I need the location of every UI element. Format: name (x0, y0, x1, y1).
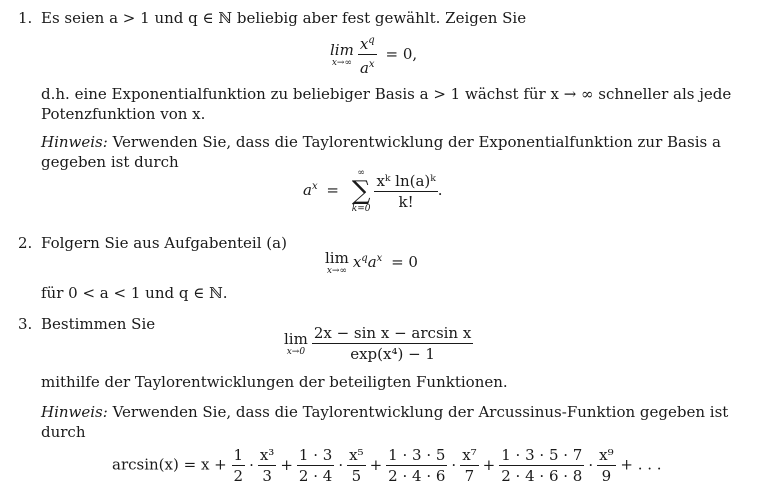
series-plus: + (369, 455, 383, 474)
fraction-numerator: 2x − sin x − arcsin x (313, 324, 472, 342)
item-2-tail: für 0 < a < 1 und q ∈ ℕ. (41, 284, 228, 302)
limit-base-x: x (352, 253, 362, 271)
item-3-hint-line-2: durch (41, 423, 86, 441)
series-plus: + (280, 455, 293, 474)
lim-operator: lim (325, 249, 349, 267)
lim-operator: lim (330, 40, 354, 59)
sigma-symbol: ∑ (351, 176, 371, 206)
item-1-text-line-1: d.h. eine Exponentialfunktion zu beliebiger Basis a > 1 wächst für x → ∞ schneller als jede (41, 85, 732, 103)
series-dot: · (249, 455, 254, 474)
item-1-limit-formula (330, 32, 421, 77)
series-lhs: arcsin(x) = x + (112, 455, 227, 474)
series-power-term-numerator: x⁹ (599, 446, 614, 464)
series-coefficient-numerator: 1 (233, 446, 244, 464)
item-3-hint-line-1 (41, 402, 728, 422)
limit-base-a: a (367, 253, 377, 271)
limit-exponent-x: x (376, 253, 383, 264)
limit-fraction (358, 32, 377, 77)
item-3-number: 3. (18, 315, 33, 333)
series-coefficient-denominator: 2 (233, 467, 244, 485)
series-power-term-denominator: 3 (262, 467, 272, 485)
fraction-numerator: x (359, 35, 369, 53)
series-coefficient-numerator: 1 · 3 (298, 446, 333, 464)
series-coefficient-numerator: 1 · 3 · 5 (388, 446, 446, 464)
series-power-term (258, 446, 276, 485)
lim-subscript: x→∞ (326, 266, 347, 276)
hint-text: Verwenden Sie, dass die Taylorentwicklung der Arcussinus-Funktion gegeben ist (112, 403, 729, 421)
series-dot: · (451, 455, 457, 474)
series-power-term-numerator: x³ (259, 446, 275, 464)
item-2-limit-formula (325, 250, 422, 276)
item-3-intro: Bestimmen Sie (41, 315, 156, 333)
lim-subscript: x→∞ (331, 57, 352, 68)
series-power-term-numerator: x⁵ (349, 446, 364, 464)
series-dot: · (338, 455, 344, 474)
fraction-denominator: a (359, 59, 369, 77)
limit-exponent-q: q (361, 253, 368, 264)
series-power-term (460, 446, 478, 485)
series-power-term-denominator: 9 (601, 467, 612, 485)
item-3-tail: mithilfe der Taylorentwicklungen der beteiligten Funktionen. (41, 373, 508, 391)
series-coefficient-numerator: 1 · 3 · 5 · 7 (501, 446, 583, 464)
hint-label: Hinweis: (41, 403, 108, 421)
numerator-exponent: q (368, 35, 375, 46)
lim-operator: lim (284, 329, 308, 348)
series-power-term (597, 446, 615, 485)
series-coefficient (386, 446, 447, 485)
item-2-intro: Folgern Sie aus Aufgabenteil (a) (41, 234, 287, 252)
taylor-numerator: xᵏ ln(a)ᵏ (376, 171, 436, 190)
limit-result: = 0, (385, 44, 418, 63)
hint-label: Hinweis: (41, 133, 108, 151)
series-power-term (347, 446, 365, 485)
series-coefficient-denominator: 2 · 4 (298, 467, 333, 485)
taylor-fraction (374, 172, 437, 211)
series-power-term-numerator: x⁷ (462, 446, 477, 464)
series-coefficient (232, 446, 246, 485)
item-2-number: 2. (18, 234, 33, 252)
fraction-denominator: exp(x⁴) − 1 (350, 345, 435, 363)
series-plus: + (482, 455, 496, 474)
item-1-number: 1. (18, 9, 33, 27)
series-coefficient (297, 446, 334, 485)
limit-fraction (312, 324, 474, 363)
series-dot: · (588, 455, 594, 474)
taylor-denominator: k! (398, 192, 414, 211)
item-3-limit-formula (284, 324, 473, 363)
series-coefficient-denominator: 2 · 4 · 6 · 8 (501, 467, 583, 485)
taylor-exp-formula (303, 168, 443, 214)
series-power-term-denominator: 7 (464, 467, 475, 485)
arcsin-series-formula (112, 446, 662, 485)
lim-subscript: x→0 (286, 346, 306, 357)
limit-result: = 0 (391, 253, 418, 271)
series-coefficient (499, 446, 584, 485)
sum-lower-limit: k=0 (351, 204, 371, 214)
series-ellipsis: + . . . (620, 455, 662, 474)
taylor-equals: = (326, 181, 339, 199)
item-1-hint-line-2: gegeben ist durch (41, 153, 179, 171)
series-power-term-denominator: 5 (351, 467, 362, 485)
summation (352, 168, 371, 214)
sum-upper-limit: ∞ (357, 168, 365, 178)
item-1-hint-line-1 (41, 132, 721, 152)
hint-text: Verwenden Sie, dass die Taylorentwicklung der Exponentialfunktion zur Basis a (112, 133, 721, 151)
series-coefficient-denominator: 2 · 4 · 6 (388, 467, 446, 485)
taylor-lhs: a (303, 181, 312, 199)
denominator-exponent: x (368, 59, 375, 70)
item-1-intro: Es seien a > 1 und q ∈ ℕ beliebig aber fest gewählt. Zeigen Sie (41, 9, 527, 27)
taylor-period: . (437, 181, 443, 199)
item-1-text-line-2: Potenzfunktion von x. (41, 105, 206, 123)
taylor-lhs-exponent: x (311, 181, 318, 192)
